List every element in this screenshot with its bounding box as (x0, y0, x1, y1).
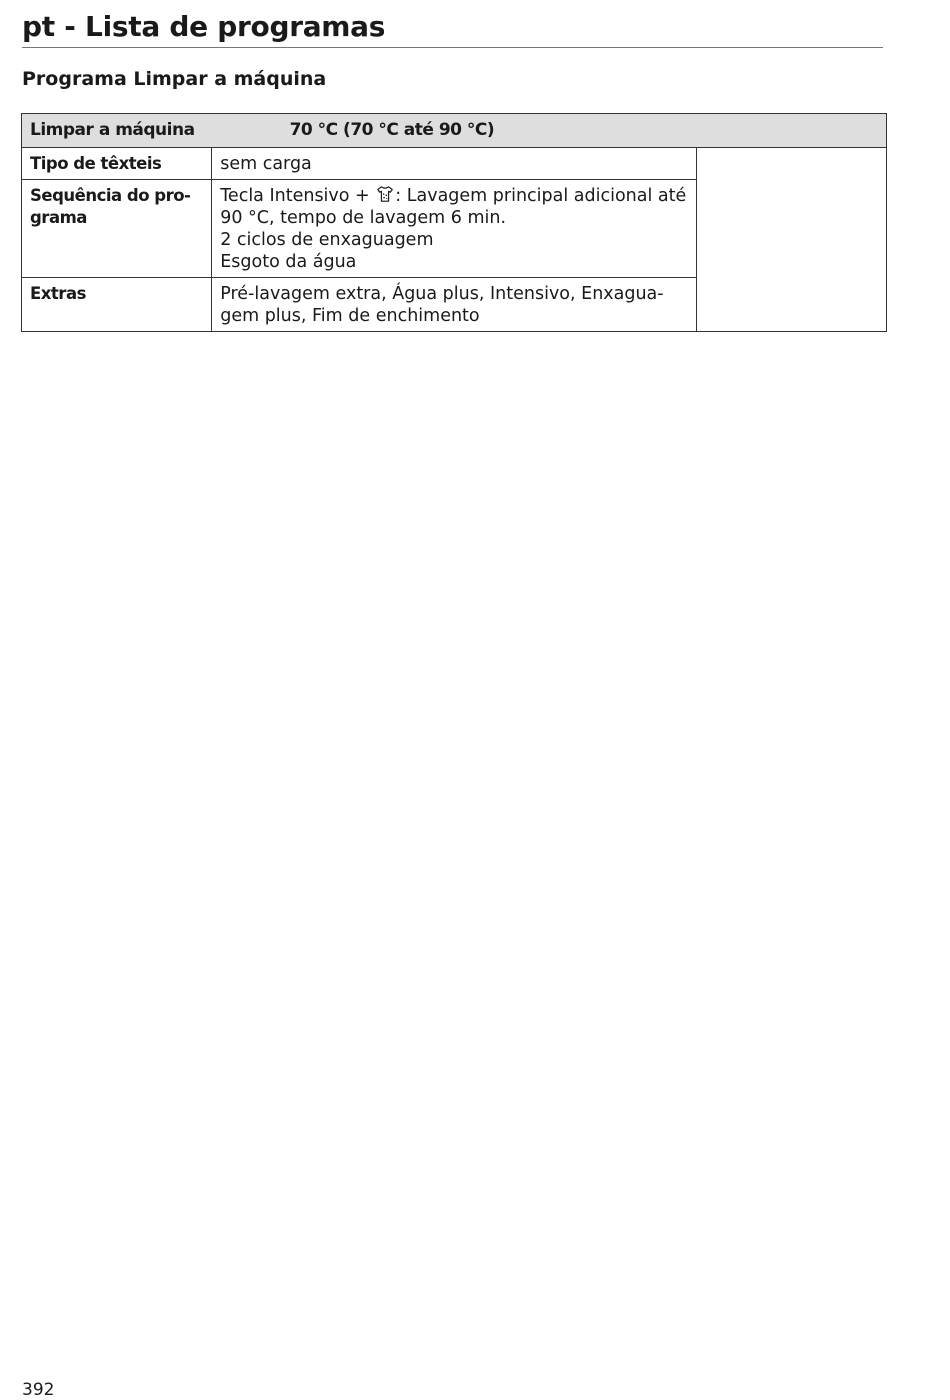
page-number: 392 (22, 1380, 55, 1400)
row-value-sequence (212, 180, 697, 278)
row-label-extras: Extras (22, 278, 212, 332)
program-table (21, 113, 887, 332)
value-line (220, 185, 688, 207)
empty-column (696, 148, 886, 332)
program-header-cell (22, 114, 887, 148)
label-line: Sequência do pro- (30, 186, 191, 205)
value-text: : Lavagem principal adicional até (395, 186, 687, 206)
program-temperature: 70 °C (70 °C até 90 °C) (289, 120, 495, 140)
row-value-extras (212, 278, 697, 332)
value-line: gem plus, Fim de enchimento (220, 306, 480, 326)
value-line: sem carga (220, 154, 312, 174)
program-name: Limpar a máquina (30, 120, 195, 140)
shirt-stain-icon (376, 185, 394, 203)
row-label-sequence (22, 180, 212, 278)
label-line: grama (30, 208, 87, 227)
value-line: 2 ciclos de enxaguagem (220, 230, 434, 250)
value-text: Tecla Intensivo + (220, 186, 370, 206)
table-row (22, 148, 887, 180)
row-value-textiles (212, 148, 697, 180)
value-line: 90 °C, tempo de lavagem 6 min. (220, 208, 507, 228)
page-header (22, 10, 883, 48)
row-label-textiles: Tipo de têxteis (22, 148, 212, 180)
page-title: pt - Lista de programas (22, 10, 386, 43)
value-line: Pré-lavagem extra, Água plus, Intensivo, Enxagua- (220, 284, 664, 304)
program-header-row (22, 114, 887, 148)
value-line: Esgoto da água (220, 252, 357, 272)
section-title: Programa Limpar a máquina (22, 68, 327, 90)
